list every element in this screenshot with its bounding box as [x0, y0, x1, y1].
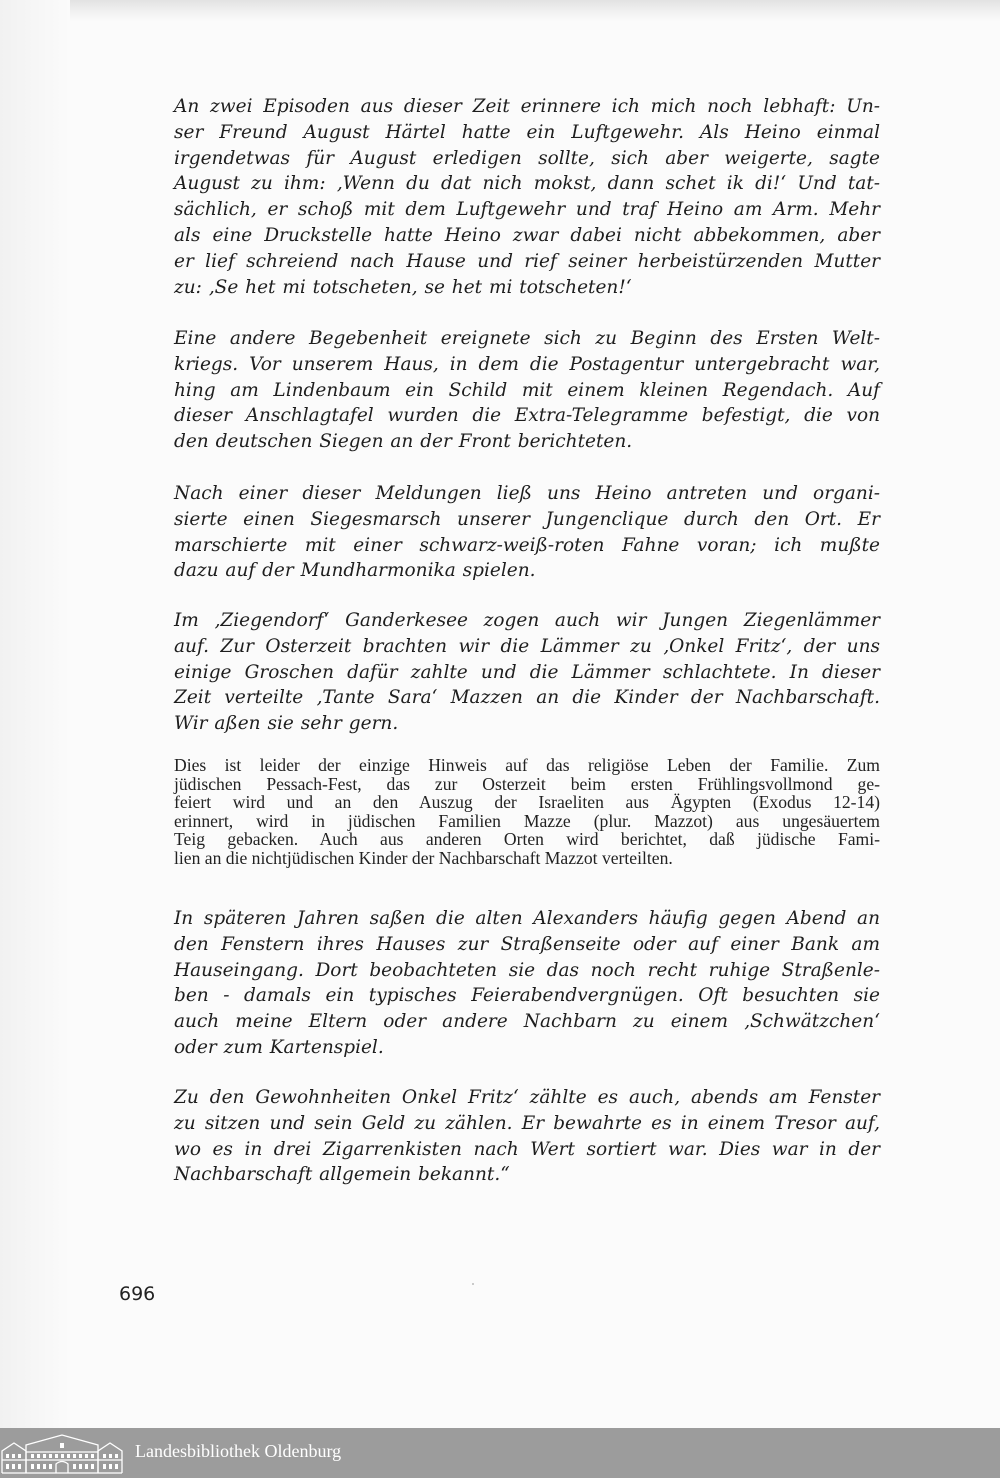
note-line: jüdischen Pessach-Fest, das zur Osterzeit beim ersten Frühlingsvollmond ge- — [174, 773, 880, 794]
text-line: Hauseingang. Dort beobachteten sie das noch recht ruhige Straßenle- — [174, 959, 880, 981]
text-line: hing am Lindenbaum ein Schild mit einem kleinen Regendach. Auf — [174, 379, 880, 401]
note-line: feiert wird und an den Auszug der Israeliten aus Ägypten (Exodus 12-14) — [174, 792, 880, 813]
text-line: einige Groschen dafür zahlte und die Lämmer schlachtete. In dieser — [174, 661, 880, 683]
text-line: Zu den Gewohnheiten Onkel Fritz‘ zählte es auch, abends am Fenster — [174, 1087, 880, 1108]
text-line: zu: ‚Se het mi totscheten, se het mi totscheten!‘ — [174, 276, 632, 298]
text-line: sächlich, er schoß mit dem Luftgewehr und traf Heino am Arm. Mehr — [174, 199, 880, 221]
note-line: erinnert, wird in jüdischen Familien Mazze (plur. Mazzot) aus ungesäuertem — [174, 810, 880, 831]
text-line: Eine andere Begebenheit ereignete sich zu Beginn des Ersten Welt- — [174, 328, 880, 349]
scan-left-shadow — [0, 0, 70, 1428]
note-line: Dies ist leider der einzige Hinweis auf das religiöse Leben der Familie. Zum — [174, 755, 880, 775]
text-line: oder zum Kartenspiel. — [174, 1036, 384, 1058]
library-footer-bar — [0, 1428, 1000, 1478]
scan-speck — [472, 1283, 474, 1285]
paragraph-first-world-war — [174, 326, 880, 455]
text-line: Im ‚Ziegendorf‘ Ganderkesee zogen auch wir Jungen Ziegenlämmer — [174, 610, 880, 631]
text-line: August zu ihm: ‚Wenn du dat nich mokst, dann schet ik di!‘ Und tat- — [174, 173, 880, 195]
text-line: Zeit verteilte ‚Tante Sara‘ Mazzen an die Kinder der Nachbarschaft. — [174, 687, 880, 709]
text-line: auf. Zur Osterzeit brachten wir die Lämmer zu ‚Onkel Fritz‘, der uns — [174, 635, 880, 657]
text-line: In späteren Jahren saßen die alten Alexanders häufig gegen Abend an — [174, 908, 880, 929]
paragraph-goat-lambs — [174, 608, 880, 737]
text-line: zu sitzen und sein Geld zu zählen. Er bewahrte es in einem Tresor auf, — [174, 1112, 880, 1134]
text-line: er lief schreiend nach Hause und rief seiner herbeistürzenden Mutter — [174, 250, 880, 272]
note-line: Teig gebacken. Auch aus anderen Orten wird berichtet, daß jüdische Fami- — [174, 829, 880, 850]
text-line: Wir aßen sie sehr gern. — [174, 713, 399, 735]
text-line: als eine Druckstelle hatte Heino zwar dabei nicht abbekommen, aber — [174, 224, 880, 246]
library-name[interactable]: Landesbibliothek Oldenburg — [135, 1441, 342, 1461]
paragraph-victory-march — [174, 481, 880, 584]
text-line: den deutschen Siegen an der Front berichteten. — [174, 431, 633, 453]
text-line: dieser Anschlagtafel wurden die Extra-Telegramme befestigt, die von — [174, 405, 880, 427]
text-line: ben - damals ein typisches Feierabendvergnügen. Oft besuchten sie — [174, 985, 880, 1007]
text-line: sierte einen Siegesmarsch unserer Jungenclique durch den Ort. Er — [174, 508, 880, 530]
text-line: irgendetwas für August erledigen sollte, sich aber weigerte, sagte — [174, 147, 880, 169]
library-building-icon — [0, 1431, 124, 1475]
text-line: den Fenstern ihres Hauses zur Straßenseite oder auf einer Bank am — [174, 933, 880, 955]
text-line: Nachbarschaft allgemein bekannt.“ — [174, 1164, 510, 1186]
text-line: marschierte mit einer schwarz-weiß-roten Fahne voran; ich mußte — [174, 534, 880, 556]
text-line: dazu auf der Mundharmonika spielen. — [174, 560, 536, 582]
paragraph-onkel-fritz-money — [174, 1085, 880, 1188]
editorial-note — [174, 756, 880, 868]
text-line: auch meine Eltern oder andere Nachbarn zu einem ‚Schwätzchen‘ — [174, 1011, 880, 1033]
paragraph-episodes — [174, 94, 880, 300]
text-line: ser Freund August Härtel hatte ein Luftgewehr. Als Heino einmal — [174, 121, 880, 143]
note-line: lien an die nichtjüdischen Kinder der Nachbarschaft Mazzot verteilten. — [174, 847, 673, 868]
text-line: wo es in drei Zigarrenkisten nach Wert sortiert war. Dies war in der — [174, 1138, 880, 1160]
text-line: Nach einer dieser Meldungen ließ uns Heino antreten und organi- — [174, 483, 880, 504]
paragraph-later-years — [174, 906, 880, 1061]
text-line: An zwei Episoden aus dieser Zeit erinnere ich mich noch lebhaft: Un- — [174, 96, 880, 117]
scan-top-shadow — [0, 0, 1000, 22]
page-number: 696 — [119, 1283, 156, 1305]
text-line: kriegs. Vor unserem Haus, in dem die Postagentur untergebracht war, — [174, 353, 880, 375]
